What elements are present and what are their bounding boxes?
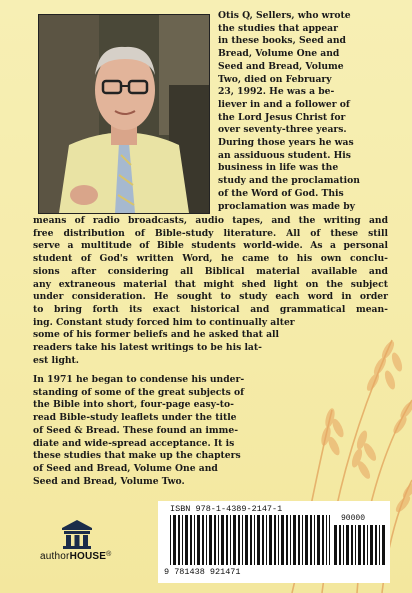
- addon-bars: [334, 525, 386, 565]
- bio-wide-text: [33, 215, 388, 367]
- text-line: some of his former beliefs and he asked that all: [33, 329, 280, 341]
- text-line: free distribution of Bible-study literature. All of these still: [33, 227, 388, 239]
- bio-column-text: [218, 10, 388, 213]
- text-line: proclamation was made by: [218, 200, 355, 212]
- text-line: of the Word of God. This: [218, 187, 344, 199]
- text-line: these studies that make up the chapters: [33, 450, 241, 462]
- text-line: an assiduous student. His: [218, 149, 351, 161]
- registered-mark: ®: [106, 551, 112, 558]
- text-line: Otis Q, Sellers, who wrote: [218, 10, 351, 21]
- price-code: 90000: [341, 514, 366, 523]
- text-line: Seed and Bread, Volume: [218, 60, 344, 72]
- text-line: any extraneous material that might shed light on the subject: [33, 278, 388, 290]
- text-line: under consideration. He sought to study each word in order: [33, 291, 388, 303]
- isbn-barcode: [158, 501, 390, 583]
- text-line: means of radio broadcasts, audio tapes, and the writing and: [33, 215, 388, 226]
- author-portrait: [38, 14, 210, 214]
- text-line: readers take his latest writings to be his lat-: [33, 342, 262, 354]
- text-line: of Seed & Bread. These found an imme-: [33, 424, 239, 436]
- text-line: to bring forth its exact historical and grammatical mean-: [33, 303, 388, 315]
- text-line: sions after considering all Biblical material available and: [33, 265, 388, 277]
- seed-bread-paragraph: [33, 374, 268, 488]
- text-line: 23, 1992. He was a be-: [218, 86, 335, 98]
- text-line: In 1971 he began to condense his under-: [33, 374, 245, 385]
- text-line: ing. Constant study forced him to continually alter: [33, 316, 295, 328]
- publisher-name-light: author: [40, 551, 70, 562]
- text-line: liever in and a follower of: [218, 98, 350, 110]
- text-line: Two, died on February: [218, 73, 332, 85]
- text-line: Seed and Bread, Volume Two.: [33, 475, 185, 487]
- text-line: serve a multitude of Bible students world-wide. As a personal: [33, 240, 388, 252]
- text-line: Bread, Volume One and: [218, 48, 340, 60]
- text-line: business in life was the: [218, 162, 339, 174]
- publisher-logo: [40, 518, 120, 564]
- text-line: read Bible-study leaflets under the title: [33, 412, 237, 424]
- text-line: standing of some of the great subjects of: [33, 386, 245, 398]
- text-line: over seventy-three years.: [218, 124, 347, 136]
- text-line: student of God's written Word, he came to his own conclu-: [33, 253, 388, 265]
- text-line: the Bible into short, four-page easy-to-: [33, 399, 234, 411]
- ean-bars: [170, 515, 330, 565]
- publisher-name-bold: HOUSE: [69, 551, 107, 562]
- text-line: est light.: [33, 354, 79, 366]
- text-line: in these books, Seed and: [218, 35, 346, 47]
- barcode-digits: 9 781438 921471: [164, 567, 241, 577]
- text-line: of Seed and Bread, Volume One and: [33, 462, 218, 474]
- isbn-label: ISBN 978-1-4389-2147-1: [170, 504, 283, 514]
- text-line: diate and wide-spread acceptance. It is: [33, 437, 235, 449]
- text-line: During those years he was: [218, 137, 354, 149]
- text-line: the Lord Jesus Christ for: [218, 111, 346, 123]
- text-line: study and the proclamation: [218, 175, 360, 187]
- text-line: the studies that appear: [218, 22, 338, 34]
- authorhouse-logo-icon: [60, 518, 94, 550]
- publisher-name: [40, 551, 130, 562]
